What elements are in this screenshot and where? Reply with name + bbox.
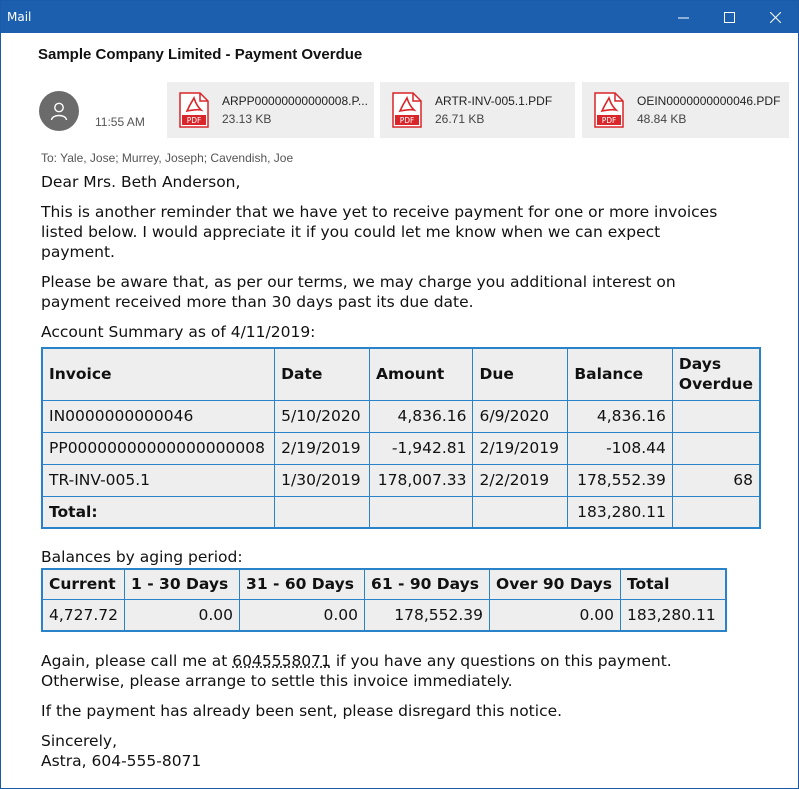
signoff: Sincerely, (41, 732, 118, 750)
maximize-button[interactable] (706, 1, 752, 33)
account-summary-table (41, 347, 761, 529)
table-row (42, 432, 760, 464)
column-header: Over 90 Days (490, 569, 621, 599)
column-header: Date (275, 348, 370, 400)
attachment-item[interactable] (380, 82, 575, 138)
attachment-item[interactable] (582, 82, 789, 138)
table-cell: 6/9/2020 (473, 400, 568, 432)
body-paragraph: Please be aware that, as per our terms, we may charge you additional interest on payment received more than 30 days past its due date. (41, 273, 676, 311)
account-summary-label: Account Summary as of 4/11/2019: (41, 323, 316, 341)
table-cell: -1,942.81 (370, 432, 473, 464)
svg-text:PDF: PDF (186, 116, 202, 125)
aging-table (41, 568, 727, 632)
pdf-icon (179, 92, 209, 128)
attachment-name: ARPP00000000000008.P... (222, 94, 368, 108)
column-header: Invoice (42, 348, 275, 400)
table-cell (672, 432, 760, 464)
minimize-button[interactable] (660, 1, 706, 33)
total-balance: 183,280.11 (568, 496, 673, 528)
table-header-row (42, 348, 760, 400)
close-icon (770, 12, 781, 23)
attachment-name: ARTR-INV-005.1.PDF (435, 94, 553, 108)
minimize-icon (678, 12, 689, 23)
attachment-size: 48.84 KB (637, 112, 687, 126)
pdf-icon (594, 92, 624, 128)
column-header: 31 - 60 Days (240, 569, 365, 599)
column-header: Current (42, 569, 125, 599)
table-cell (672, 496, 760, 528)
attachment-item[interactable] (167, 82, 374, 138)
table-cell: 178,552.39 (568, 464, 673, 496)
table-cell: IN0000000000046 (42, 400, 275, 432)
email-subject: Sample Company Limited - Payment Overdue (38, 46, 363, 63)
avatar[interactable] (39, 91, 79, 131)
closing-text: if you have any questions on this payment. (330, 652, 672, 670)
table-cell: 178,007.33 (370, 464, 473, 496)
phone-link[interactable]: 6045558071 (232, 652, 331, 670)
email-body (41, 170, 761, 771)
closing-text: Again, please call me at (41, 652, 233, 670)
table-cell (473, 496, 568, 528)
attachment-size: 23.13 KB (222, 112, 272, 126)
table-cell: 4,727.72 (42, 599, 125, 631)
table-row (42, 464, 760, 496)
title-bar[interactable] (1, 1, 798, 33)
greeting: Dear Mrs. Beth Anderson, (41, 173, 241, 191)
table-cell: TR-INV-005.1 (42, 464, 275, 496)
table-row (42, 599, 726, 631)
table-cell: 2/19/2019 (473, 432, 568, 464)
table-cell: -108.44 (568, 432, 673, 464)
table-row (42, 400, 760, 432)
attachment-size: 26.71 KB (435, 112, 485, 126)
closing-paragraph: If the payment has already been sent, please disregard this notice. (41, 702, 563, 720)
body-paragraph: This is another reminder that we have yet to receive payment for one or more invoices listed below. I would appreciate it if you could let me know when we can expect payment. (41, 203, 718, 261)
table-cell (370, 496, 473, 528)
column-header: 1 - 30 Days (125, 569, 240, 599)
maximize-icon (724, 12, 735, 23)
table-cell: PP00000000000000000008 (42, 432, 275, 464)
column-header: Amount (370, 348, 473, 400)
table-cell: 183,280.11 (621, 599, 727, 631)
message-pane (1, 33, 798, 788)
aging-label: Balances by aging period: (41, 548, 243, 566)
email-time: 11:55 AM (95, 115, 145, 129)
window-title: Mail (7, 10, 32, 24)
person-icon (49, 101, 69, 121)
closing-paragraph (41, 651, 761, 691)
table-cell: 0.00 (490, 599, 621, 631)
signature: Astra, 604-555-8071 (41, 752, 202, 770)
svg-text:PDF: PDF (601, 116, 617, 125)
table-cell: 5/10/2020 (275, 400, 370, 432)
column-header: Balance (568, 348, 673, 400)
table-cell: 68 (672, 464, 760, 496)
table-header-row (42, 569, 726, 599)
closing-text: Otherwise, please arrange to settle this invoice immediately. (41, 672, 513, 690)
column-header: Due (473, 348, 568, 400)
table-cell: 2/19/2019 (275, 432, 370, 464)
pdf-icon (392, 92, 422, 128)
close-button[interactable] (752, 1, 798, 33)
table-cell: 178,552.39 (365, 599, 490, 631)
column-header: Total (621, 569, 727, 599)
table-cell (275, 496, 370, 528)
table-total-row (42, 496, 760, 528)
table-cell: 0.00 (125, 599, 240, 631)
table-cell (672, 400, 760, 432)
column-header: 61 - 90 Days (365, 569, 490, 599)
table-cell: 4,836.16 (370, 400, 473, 432)
attachment-name: OEIN0000000000046.PDF (637, 94, 781, 108)
table-cell: 2/2/2019 (473, 464, 568, 496)
column-header: Days Overdue (672, 348, 760, 400)
total-label: Total: (42, 496, 275, 528)
recipients: To: Yale, Jose; Murrey, Joseph; Cavendish, Joe (41, 151, 294, 165)
svg-text:PDF: PDF (399, 116, 415, 125)
table-cell: 1/30/2019 (275, 464, 370, 496)
table-cell: 0.00 (240, 599, 365, 631)
table-cell: 4,836.16 (568, 400, 673, 432)
